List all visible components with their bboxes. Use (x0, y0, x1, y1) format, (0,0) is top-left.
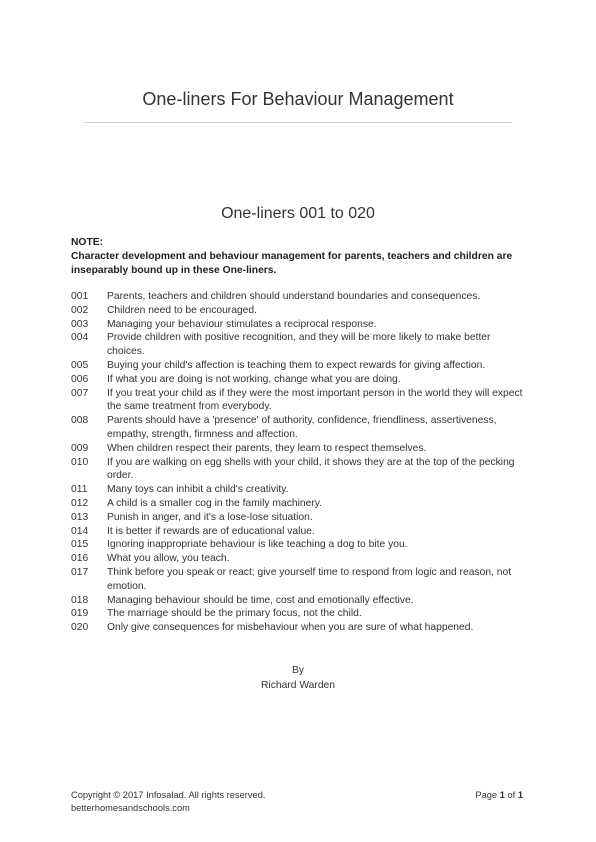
list-item (71, 497, 531, 511)
header-divider (84, 122, 512, 123)
list-item (71, 566, 531, 594)
list-item-number: 006 (71, 373, 89, 385)
one-liner-list (71, 290, 531, 635)
list-item-text: If what you are doing is not working, change what you are doing. (107, 373, 401, 385)
footer-left (71, 789, 265, 814)
list-item-text: When children respect their parents, they learn to respect themselves. (107, 442, 427, 454)
byline-by: By (291, 665, 305, 676)
list-item-number: 013 (71, 511, 89, 523)
note-text: Character development and behaviour management for parents, teachers and children are inseparably bound up in these One-liners. (71, 251, 513, 276)
list-item-text: Many toys can inhibit a child's creativity. (107, 484, 289, 496)
list-item-number: 016 (71, 553, 89, 565)
list-item (71, 456, 531, 484)
list-item (71, 552, 531, 566)
list-item-text: Managing behaviour should be time, cost and emotionally effective. (107, 594, 414, 606)
list-item (71, 414, 531, 442)
list-item (71, 538, 531, 552)
list-item-number: 018 (71, 594, 89, 606)
list-item-number: 011 (71, 484, 88, 496)
list-item (71, 331, 531, 359)
note-block (71, 236, 531, 278)
section-title: One-liners 001 to 020 (221, 205, 375, 222)
list-item-text: If you are walking on egg shells with your child, it shows they are at the top of the pecking order. (107, 456, 515, 482)
list-item-text: Buying your child's affection is teaching them to expect rewards for giving affection. (107, 359, 486, 371)
list-item (71, 442, 531, 456)
list-item-text: A child is a smaller cog in the family machinery. (107, 497, 322, 509)
list-item-number: 010 (71, 456, 89, 468)
list-item (71, 359, 531, 373)
list-item (71, 511, 531, 525)
list-item-number: 005 (71, 359, 89, 371)
list-item (71, 387, 531, 415)
page-total: 1 (517, 790, 523, 800)
list-item (71, 318, 531, 332)
list-item (71, 607, 531, 621)
list-item-number: 020 (71, 622, 89, 634)
list-item-number: 008 (71, 415, 89, 427)
footer-copyright: Copyright © 2017 Infosalad. All rights reserved. (71, 790, 266, 800)
list-item-text: If you treat your child as if they were the most important person in the world they will expect the same treatment from everybody. (107, 387, 523, 413)
list-item-text: Punish in anger, and it's a lose-lose situation. (107, 511, 313, 523)
page-of: of (507, 790, 516, 800)
list-item (71, 304, 531, 318)
list-item-number: 007 (71, 387, 89, 399)
page-number (475, 789, 523, 802)
list-item-text: Managing your behaviour stimulates a reciprocal response. (107, 318, 377, 330)
byline-author: Richard Warden (260, 680, 335, 691)
list-item-number: 001 (71, 291, 89, 302)
list-item (71, 525, 531, 539)
list-item-number: 004 (71, 332, 89, 344)
list-item-number: 009 (71, 442, 89, 454)
note-label: NOTE: (71, 237, 104, 248)
page-label: Page (475, 790, 498, 800)
list-item (71, 373, 531, 387)
list-item-text: It is better if rewards are of educational value. (107, 525, 315, 537)
list-item-number: 017 (71, 566, 89, 578)
list-item-number: 015 (71, 539, 89, 551)
page-current: 1 (499, 790, 505, 800)
list-item-text: Parents, teachers and children should understand boundaries and consequences. (107, 291, 481, 302)
list-item-number: 003 (71, 318, 89, 330)
list-item (71, 594, 531, 608)
list-item (71, 290, 531, 304)
footer-website: betterhomesandschools.com (71, 802, 190, 813)
list-item-number: 019 (71, 608, 89, 620)
list-item (71, 621, 531, 635)
list-item-text: Only give consequences for misbehaviour when you are sure of what happened. (107, 622, 474, 634)
list-item-text: The marriage should be the primary focus, not the child. (107, 608, 362, 620)
list-item-text: Parents should have a 'presence' of authority, confidence, friendliness, assertiveness, empathy, strength, firmness and affection. (107, 415, 497, 440)
document-header-title: One-liners For Behaviour Management (142, 89, 454, 109)
list-item (71, 483, 531, 497)
list-item-text: Think before you speak or react; give yourself time to respond from logic and reason, not emotion. (107, 566, 512, 592)
byline (0, 663, 596, 693)
list-item-number: 014 (71, 525, 89, 537)
list-item-number: 002 (71, 304, 89, 316)
list-item-text: Provide children with positive recognition, and they will be more likely to make better choices. (107, 332, 491, 358)
list-item-text: Children need to be encouraged. (107, 304, 257, 316)
list-item-text: What you allow, you teach. (107, 553, 230, 565)
list-item-number: 012 (71, 497, 89, 509)
list-item-text: Ignoring inappropriate behaviour is like teaching a dog to bite you. (107, 539, 408, 551)
